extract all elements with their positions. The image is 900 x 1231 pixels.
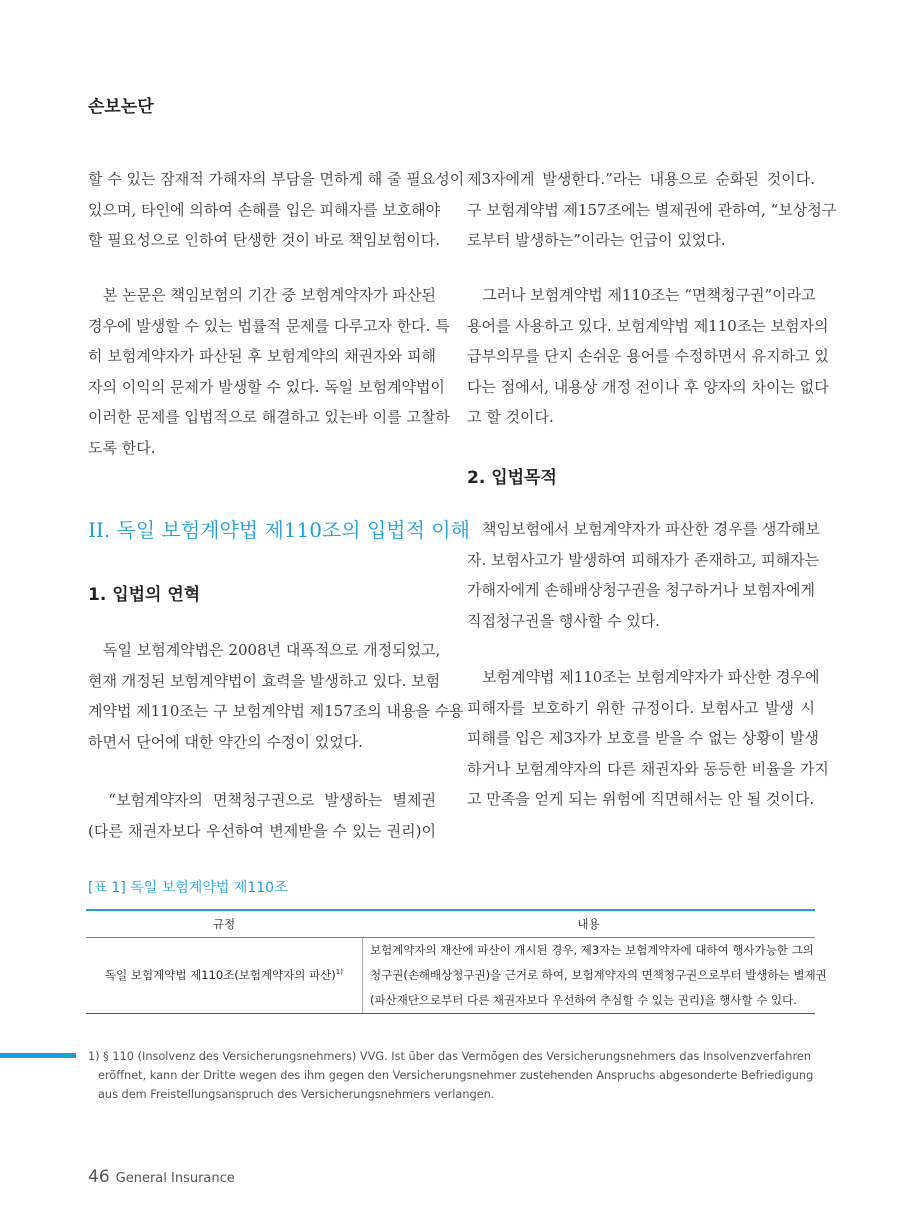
text-line: 도록 한다.: [88, 438, 156, 457]
left-para-3: [88, 635, 464, 757]
page-footer: [88, 1167, 235, 1187]
text-line: 피해를 입은 제3자가 보호를 받을 수 없는 상황이 발생: [467, 729, 819, 747]
text-line: 독일 보험계약법은 2008년 대폭적으로 개정되었고,: [88, 641, 441, 659]
text-line: 자. 보험사고가 발생하여 피해자가 존재하고, 피해자는: [467, 550, 820, 569]
text-line: 구 보험계약법 제157조에는 별제권에 관하여, “보상청구: [467, 200, 837, 219]
text-line: 하면서 단어에 대한 약간의 수정이 있었다.: [88, 732, 363, 751]
text-line: 자의 이익의 문제가 발생할 수 있다. 독일 보험계약법이: [88, 377, 445, 396]
text-line: 용어를 사용하고 있다. 보험계약법 제110조는 보험자의: [467, 316, 829, 335]
right-para-4: [467, 662, 829, 815]
footnote-line: aus dem Freistellungsanspruch des Versicherungsnehmers verlangen.: [98, 1088, 495, 1101]
footnote: [88, 1047, 816, 1104]
rule-text: 독일 보험계약법 제110조(보험계약자의 파산): [105, 968, 336, 982]
subsection-heading-1: 1. 입법의 연혁: [88, 585, 201, 605]
text-line: 할 수 있는 잠재적 가해자의 부담을 면하게 해 줄 필요성이: [88, 170, 465, 188]
law-table: [86, 909, 827, 1014]
text-line: 그러나 보험계약법 제110조는 “면책청구권”이라고: [467, 286, 816, 304]
text-line: 급부의무를 단지 손쉬운 용어를 수정하면서 유지하고 있: [467, 347, 829, 365]
left-para-1: [88, 164, 465, 256]
content-line: 청구권(손해배상청구권)을 근거로 하여, 보험계약자의 면책청구권으로부터 발생하는 별제권: [370, 968, 827, 982]
right-para-1: [467, 164, 837, 256]
text-line: 계약법 제110조는 구 보험계약법 제157조의 내용을 수용: [88, 702, 464, 720]
text-line: 다는 점에서, 내용상 개정 전이나 후 양자의 차이는 없다: [467, 377, 829, 396]
table-row: [86, 938, 827, 1014]
table-header-content: 내용: [577, 917, 600, 931]
text-line: 할 필요성으로 인하여 탄생한 것이 바로 책임보험이다.: [88, 231, 441, 249]
right-para-2: [467, 280, 829, 433]
text-line: “보험계약자의 면책청구권으로 발생하는 별제권: [88, 791, 436, 809]
left-para-2: [88, 280, 450, 463]
section-heading-II: II. 독일 보험계약법 제110조의 입법적 이해: [88, 518, 470, 542]
content-line: (파산재단으로부터 다른 채권자보다 우선하여 추심할 수 있는 권리)을 행사할 수 있다.: [370, 993, 797, 1007]
table-caption: [표 1] 독일 보험계약법 제110조: [88, 880, 288, 896]
text-line: 고 만족을 얻게 되는 위험에 직면해서는 안 될 것이다.: [467, 790, 815, 808]
text-line: 본 논문은 책임보험의 기간 중 보험계약자가 파산된: [88, 286, 436, 304]
table-cell-rule: [86, 967, 362, 983]
text-line: 피해자를 보호하기 위한 규정이다. 보험사고 발생 시: [467, 698, 815, 717]
text-line: 직접청구권을 행사할 수 있다.: [467, 611, 660, 630]
text-line: 가해자에게 손해배상청구권을 청구하거나 보험자에게: [467, 581, 815, 599]
right-para-3: [467, 514, 820, 636]
text-line: 이러한 문제를 입법적으로 해결하고 있는바 이를 고찰하: [88, 408, 450, 426]
table-header-rule: 규정: [212, 917, 236, 931]
content-line: 보험계약자의 재산에 파산이 개시된 경우, 제3자는 보험계약자에 대하여 행사가능한 그의: [370, 943, 814, 957]
text-line: 현재 개정된 보험계약법이 효력을 발생하고 있다. 보험: [88, 671, 441, 690]
text-line: 있으며, 타인에 의하여 손해를 입은 피해자를 보호해야: [88, 200, 441, 219]
text-line: 경우에 발생할 수 있는 법률적 문제를 다루고자 한다. 특: [88, 316, 450, 335]
table-header-row: [86, 909, 815, 938]
footnote-line: erö̇ffnet, kann der Dritte wegen des ihm gegen den Versicherungsnehmer zustehenden Anspruchs abgesonderte Befriedigung: [98, 1069, 814, 1082]
page-number: 46: [88, 1167, 110, 1187]
subsection-heading-2: 2. 입법목적: [467, 468, 557, 488]
table-cell-content: [370, 938, 827, 1013]
text-line: 로부터 발생하는”이라는 언급이 있었다.: [467, 231, 726, 249]
text-line: 하거나 보험계약자의 다른 채권자와 동등한 비율을 가지: [467, 759, 829, 778]
footnote-ref: 1): [335, 968, 343, 977]
running-header: 손보논단: [88, 97, 154, 117]
text-line: 책임보험에서 보험계약자가 파산한 경우를 생각해보: [467, 520, 820, 538]
footnote-accent-bar: [0, 1053, 76, 1058]
column-divider: [362, 938, 363, 1013]
text-line: 고 할 것이다.: [467, 408, 554, 426]
text-line: 제3자에게 발생한다.”라는 내용으로 순화된 것이다.: [467, 170, 815, 188]
left-para-4: [88, 785, 436, 846]
text-line: (다른 채권자보다 우선하여 변제받을 수 있는 권리)이: [88, 821, 436, 840]
text-line: 보험계약법 제110조는 보험계약자가 파산한 경우에: [467, 668, 820, 686]
text-line: 히 보험계약자가 파산된 후 보험계약의 채권자와 피해: [88, 347, 436, 365]
footnote-line: 1) § 110 (Insolvenz des Versicherungsnehmers) VVG. Ist ü̇ber das Vermö̇gen des Versicherungsnehmers das Insolvenzverfahren: [88, 1050, 811, 1063]
publication-name: General Insurance: [115, 1171, 235, 1186]
